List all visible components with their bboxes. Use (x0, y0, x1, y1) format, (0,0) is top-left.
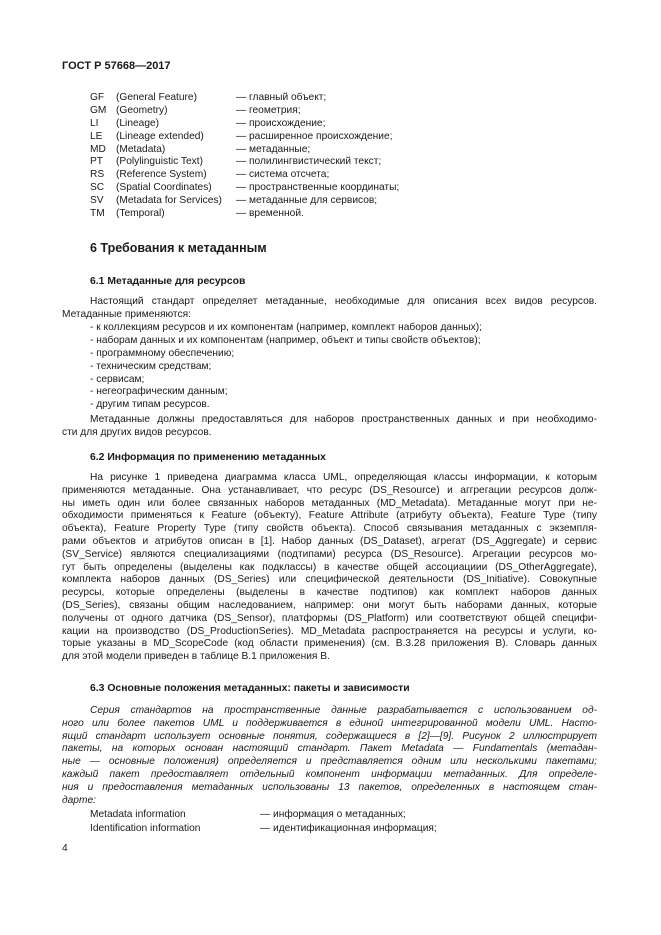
section-6-1-outro (62, 414, 597, 440)
text-line: ящий стандарт использует основные понятия, содержащиеся в [2]—[9]. Рисунок 2 иллюстрирует (62, 730, 597, 742)
package-name: Identification information (90, 822, 201, 834)
text-line: гут быть определены (выделены как подклассы) в качестве общей ассоциациии (DS_OtherAggregate), (62, 561, 597, 573)
list-item: - сервисам; (90, 373, 145, 385)
text-line: ресурсы, которые определены (выделены в качестве подтипов) как комплект наборов данных (62, 587, 597, 599)
list-item: - наборам данных и их компонентам (например, объект и типы свойств объектов); (90, 334, 481, 346)
section-6-2-body (62, 472, 597, 664)
list-item: - техническим средствам; (90, 360, 212, 372)
text-line: (DS_Series), связаны общим наследованием, например: они могут быть наборами данных, которые (62, 599, 597, 611)
section-6-1-list (90, 322, 482, 412)
text-line: (SV_Service) являются специализациями (подтипами) ресурса (DS_Resource). Агрегации ресурсов мо- (62, 548, 597, 560)
text-line: рами объектов и атрибутов описан в [1]. Набор данных (DS_Dataset), агрегат (DS_Aggregate) и сервис (62, 535, 597, 547)
abbreviation-code: PT (90, 156, 104, 168)
section-6-1-title: 6.1 Метаданные для ресурсов (90, 276, 246, 287)
abbreviation-english: (Reference System) (116, 169, 207, 181)
list-item: - программному обеспечению; (90, 347, 235, 359)
text-line: обходимости применяться к Feature (объекту), Feature Attribute (атрибуту объекта), Feature Type (типу (62, 510, 597, 522)
abbreviation-code: SV (90, 195, 104, 207)
package-description: — идентификационная информация; (260, 822, 437, 834)
text-line: ния и предоставления метаданных использованы 13 пакетов, определенных в настоящем стан- (62, 781, 597, 793)
abbreviation-russian: — главный объект; (236, 92, 327, 103)
section-6-1-intro (62, 296, 597, 322)
abbreviation-english: (Lineage extended) (116, 130, 204, 142)
abbreviation-english: (Polylinguistic Text) (116, 156, 204, 168)
package-description: — информация о метаданных; (260, 809, 406, 820)
abbreviation-english: (General Feature) (116, 92, 197, 103)
section-6-3-title: 6.3 Основные положения метаданных: пакеты и зависимости (90, 683, 410, 694)
abbreviation-russian: — полилингвистический текст; (236, 156, 382, 168)
abbreviation-russian: — система отсчета; (236, 169, 330, 181)
text-line: На рисунке 1 приведена диаграмма класса UML, определяющая классы информации, к которым (90, 472, 597, 483)
abbreviation-russian: — геометрия; (236, 104, 301, 116)
text-line: ного или более пакетов UML и поддерживается в единой интегрированной модели UML. Насто- (62, 717, 597, 729)
list-item: - негеографическим данным; (90, 386, 228, 398)
text-line: сти для других видов ресурсов. (62, 426, 212, 438)
abbreviation-code: SC (90, 182, 105, 194)
standard-header: ГОСТ Р 57668—2017 (62, 60, 171, 72)
abbreviation-russian: — метаданные для сервисов; (236, 195, 378, 207)
abbreviation-code: GM (90, 104, 107, 116)
abbreviation-russian: — метаданные; (236, 143, 311, 155)
text-line: кации на производство (DS_ProductionSeries). MD_Metadata распространяется на ресурсы и услуги, ко- (62, 625, 597, 637)
text-line: Настоящий стандарт определяет метаданные, необходимые для описания всех видов ресурсов. (90, 296, 597, 307)
abbreviation-code: LE (90, 130, 103, 142)
section-6-2-title: 6.2 Информация по применению метаданных (90, 452, 326, 463)
abbreviation-russian: — временной. (236, 208, 304, 220)
abbreviation-english: (Metadata for Services) (116, 195, 222, 207)
page-number: 4 (62, 843, 68, 854)
text-line: Метаданные должны предоставляться для наборов пространственных данных и при необходимо- (90, 414, 597, 425)
abbreviation-code: RS (90, 169, 105, 181)
text-line: торые указаны в MD_ScopeCode (код области применения) (см. В.3.28 приложения В). Словарь данных (62, 638, 597, 650)
abbreviation-english: (Metadata) (116, 143, 166, 155)
text-line: Серия стандартов на пространственные данные разрабатывается с использованием од- (90, 705, 597, 716)
text-line: ные — основные положения) определяется и представляется одним или несколькими пакетами; (62, 756, 597, 768)
list-item: - другим типам ресурсов. (90, 399, 210, 411)
section-6-title: 6 Требования к метаданным (90, 241, 267, 255)
abbreviation-russian: — пространственные координаты; (236, 182, 400, 194)
text-line: получены от одного датчика (DS_Sensor), платформы (DS_Platform) или соответствуют общей специфи- (62, 612, 597, 624)
abbreviation-code: LI (90, 117, 99, 129)
text-line: дарте: (62, 794, 96, 806)
text-line: каждый пакет предоставляет отдельный компонент информации метаданных. Для определе- (62, 768, 597, 780)
abbreviation-english: (Geometry) (116, 104, 168, 116)
text-line: ны иметь один или более связанных наборов метаданных (MD_Metadata). Метаданные могут при не- (62, 497, 597, 509)
abbreviation-russian: — происхождение; (236, 117, 326, 129)
text-line: комплекта наборов данных (DS_Series) или специфической деятельности (DS_Initiative). Совокупные (62, 574, 597, 586)
abbreviation-english: (Spatial Coordinates) (116, 182, 212, 194)
abbreviation-code: MD (90, 143, 106, 155)
abbreviation-code: TM (90, 208, 105, 220)
text-line: пакеты, на которых основан настоящий стандарт. Пакет Metadata — Fundamentals (метадан- (62, 743, 597, 755)
abbreviation-russian: — расширенное происхождение; (236, 130, 393, 142)
abbreviation-english: (Lineage) (116, 117, 160, 129)
abbreviation-english: (Temporal) (116, 208, 165, 220)
package-name: Metadata information (90, 809, 186, 820)
text-line: объекта), Feature Property Type (типу свойств объекта). Способ связывания метаданных с экземпля- (62, 523, 597, 535)
text-line: для этой модели приведен в таблице В.1 приложения В. (62, 651, 330, 663)
text-line: применяются метаданные. Она устанавливает, что ресурс (DS_Resource) и аггрегации ресурсов долж- (62, 484, 597, 496)
list-item: - к коллекциям ресурсов и их компонентам (например, комплект наборов данных); (90, 322, 482, 333)
section-6-3-body (62, 705, 597, 807)
text-line: Метаданные применяются: (62, 308, 191, 320)
abbreviation-code: GF (90, 92, 105, 103)
